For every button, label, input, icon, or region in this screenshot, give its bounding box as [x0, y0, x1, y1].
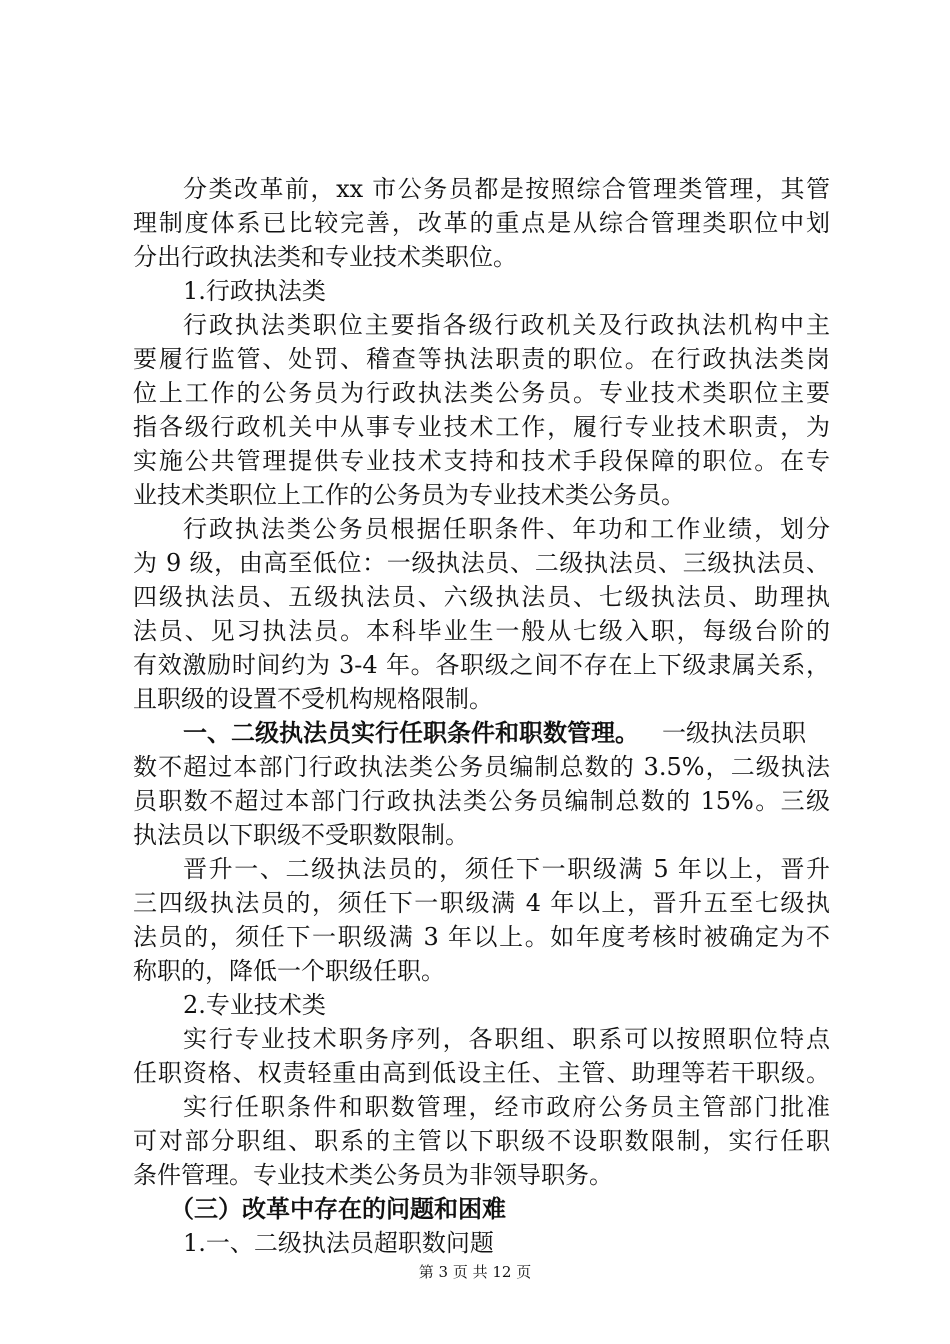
paragraph-text: 分类改革前，xx 市公务员都是按照综合管理类管理，其管 [183, 175, 830, 203]
paragraph-text: 称职的，降低一个职级任职。 [133, 957, 445, 985]
paragraph-text: 理制度体系已比较完善，改革的重点是从综合管理类职位中划 [133, 209, 830, 237]
text-line [0, 478, 950, 512]
paragraph-text: 四级执法员、五级执法员、六级执法员、七级执法员、助理执 [133, 583, 830, 611]
paragraph-text: 要履行监管、处罚、稽查等执法职责的职位。在行政执法类岗 [133, 345, 830, 373]
text-line [0, 1090, 950, 1124]
text-line [0, 1056, 950, 1090]
section-heading: （三）改革中存在的问题和困难 [170, 1195, 506, 1223]
paragraph-text: 三四级执法员的，须任下一职级满 4 年以上，晋升五至七级执 [133, 889, 830, 917]
text-line [0, 1226, 950, 1260]
bold-lead-text: 一、二级执法员实行任职条件和职数管理。 [183, 719, 639, 747]
paragraph-text: 实施公共管理提供专业技术支持和技术手段保障的职位。在专 [133, 447, 830, 475]
paragraph-text: 条件管理。专业技术类公务员为非领导职务。 [133, 1161, 613, 1189]
text-line [0, 274, 950, 308]
text-line [0, 784, 950, 818]
section-heading: 1.行政执法类 [183, 277, 326, 305]
text-line [0, 580, 950, 614]
text-line [0, 308, 950, 342]
text-line [0, 1192, 950, 1226]
text-line [0, 954, 950, 988]
text-line [0, 988, 950, 1022]
text-line [0, 172, 950, 206]
text-line [0, 750, 950, 784]
text-line [0, 614, 950, 648]
text-line [0, 818, 950, 852]
paragraph-text: 可对部分职组、职系的主管以下职级不设职数限制，实行任职 [133, 1127, 830, 1155]
paragraph-text: 为 9 级，由高至低位：一级执法员、二级执法员、三级执法员、 [133, 549, 830, 577]
text-line [0, 1124, 950, 1158]
paragraph-text: 实行任职条件和职数管理，经市政府公务员主管部门批准 [183, 1093, 830, 1121]
paragraph-text: 法员的，须任下一职级满 3 年以上。如年度考核时被确定为不 [133, 923, 830, 951]
paragraph-text: 指各级行政机关中从事专业技术工作，履行专业技术职责，为 [133, 413, 830, 441]
paragraph-text: 业技术类职位上工作的公务员为专业技术类公务员。 [133, 481, 685, 509]
text-line [0, 206, 950, 240]
text-line [0, 920, 950, 954]
text-line [0, 410, 950, 444]
text-line [0, 376, 950, 410]
paragraph-text: 法员、见习执法员。本科毕业生一般从七级入职，每级台阶的 [133, 617, 830, 645]
paragraph-text: 执法员以下职级不受职数限制。 [133, 821, 469, 849]
section-heading: 2.专业技术类 [183, 991, 326, 1019]
text-line [0, 1022, 950, 1056]
paragraph-text: 行政执法类职位主要指各级行政机关及行政执法机构中主 [183, 311, 830, 339]
text-line [0, 648, 950, 682]
text-line [0, 1158, 950, 1192]
paragraph-text: 且职级的设置不受机构规格限制。 [133, 685, 493, 713]
paragraph-text: 晋升一、二级执法员的，须任下一职级满 5 年以上，晋升 [183, 855, 830, 883]
paragraph-text: 实行专业技术职务序列，各职组、职系可以按照职位特点 [183, 1025, 830, 1053]
paragraph-text: 分出行政执法类和专业技术类职位。 [133, 243, 517, 271]
text-line [0, 546, 950, 580]
text-line [0, 342, 950, 376]
text-line [0, 886, 950, 920]
text-line [0, 852, 950, 886]
paragraph-text: 位上工作的公务员为行政执法类公务员。专业技术类职位主要 [133, 379, 830, 407]
paragraph-text: 任职资格、权责轻重由高到低设主任、主管、助理等若干职级。 [133, 1059, 830, 1087]
paragraph-text: 有效激励时间约为 3-4 年。各职级之间不存在上下级隶属关系， [133, 651, 830, 679]
text-line [0, 512, 950, 546]
page-footer: 第 3 页 共 12 页 [418, 1263, 532, 1281]
paragraph-text: 数不超过本部门行政执法类公务员编制总数的 3.5%，二级执法 [133, 753, 830, 781]
text-line [0, 240, 950, 274]
paragraph-text: 一级执法员职 [662, 719, 806, 747]
text-line [0, 444, 950, 478]
section-heading: 1.一、二级执法员超职数问题 [183, 1229, 494, 1257]
paragraph-text: 行政执法类公务员根据任职条件、年功和工作业绩，划分 [183, 515, 830, 543]
paragraph-text: 员职数不超过本部门行政执法类公务员编制总数的 15%。三级 [133, 787, 830, 815]
text-line [0, 716, 950, 750]
text-line [0, 682, 950, 716]
